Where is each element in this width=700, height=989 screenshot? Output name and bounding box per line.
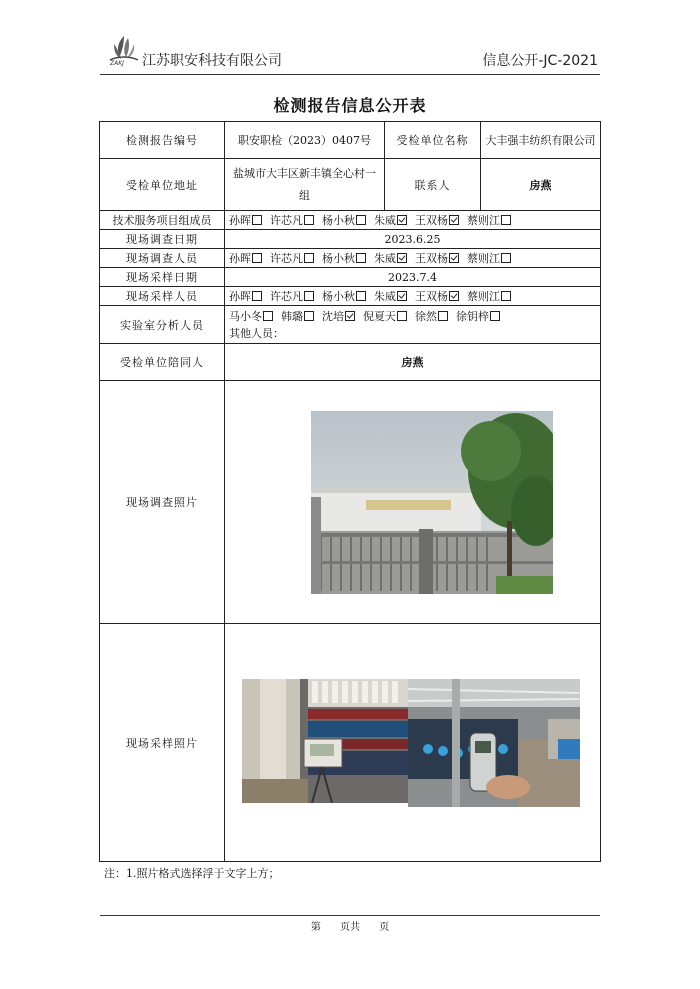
person-name: 沈培 <box>322 309 344 323</box>
table-row <box>100 122 601 159</box>
page-footer <box>0 918 700 933</box>
table-row <box>100 344 601 381</box>
person-item <box>322 310 357 323</box>
person-name: 杨小秋 <box>322 290 355 303</box>
unchecked-checkbox-icon <box>356 215 366 225</box>
contact-value: 房燕 <box>481 159 601 211</box>
person-item <box>415 252 461 265</box>
person-name: 朱威 <box>374 252 396 265</box>
person-item <box>322 214 368 227</box>
person-name: 王双杨 <box>415 252 448 265</box>
person-name: 蔡则江 <box>467 214 500 227</box>
person-item <box>270 252 316 265</box>
person-item <box>374 290 409 303</box>
table-row <box>100 159 601 211</box>
unchecked-checkbox-icon <box>304 311 314 321</box>
samplers-label: 现场采样人员 <box>100 287 225 306</box>
escort-label: 受检单位陪同人 <box>100 344 225 381</box>
lab-list <box>229 308 596 325</box>
person-item <box>415 214 461 227</box>
lab-cell <box>225 306 601 344</box>
footnote: 注：1.照片格式选择浮于文字上方； <box>104 867 280 880</box>
contact-label: 联系人 <box>385 159 481 211</box>
checked-checkbox-icon <box>397 291 407 301</box>
person-name: 马小冬 <box>229 309 262 323</box>
table-row <box>100 268 601 287</box>
person-item <box>229 252 264 265</box>
checked-checkbox-icon <box>449 253 459 263</box>
unchecked-checkbox-icon <box>252 215 262 225</box>
person-item <box>467 290 513 303</box>
sampling-photo-cell <box>225 624 601 862</box>
person-item <box>229 214 264 227</box>
person-item <box>363 310 409 323</box>
person-item <box>281 310 316 323</box>
checked-checkbox-icon <box>345 311 355 321</box>
person-item <box>456 310 502 323</box>
unchecked-checkbox-icon <box>304 215 314 225</box>
unchecked-checkbox-icon <box>501 253 511 263</box>
page-title: 检测报告信息公开表 <box>273 96 427 115</box>
sampling-photo-label: 现场采样照片 <box>100 624 225 862</box>
person-item <box>322 290 368 303</box>
survey-date-label: 现场调查日期 <box>100 230 225 249</box>
report-no-value: 职安职检（2023）0407号 <box>225 122 385 159</box>
person-item <box>415 290 461 303</box>
person-name: 倪夏天 <box>363 309 396 323</box>
lab-label: 实验室分析人员 <box>100 306 225 344</box>
footer-of: 页共 <box>340 922 360 933</box>
unchecked-checkbox-icon <box>304 291 314 301</box>
escort-value: 房燕 <box>225 344 601 381</box>
address-label: 受检单位地址 <box>100 159 225 211</box>
table-row <box>100 306 601 344</box>
info-table <box>99 121 601 862</box>
person-name: 徐然 <box>415 309 437 323</box>
lab-other: 其他人员： <box>229 326 284 340</box>
sampling-photo-2 <box>408 679 580 807</box>
person-item <box>374 252 409 265</box>
unchecked-checkbox-icon <box>397 311 407 321</box>
person-name: 王双杨 <box>415 290 448 303</box>
unchecked-checkbox-icon <box>304 253 314 263</box>
unchecked-checkbox-icon <box>356 253 366 263</box>
checked-checkbox-icon <box>397 253 407 263</box>
person-name: 许芯凡 <box>270 252 303 265</box>
person-item <box>415 310 450 323</box>
client-name-value: 大丰强丰纺织有限公司 <box>481 122 601 159</box>
unchecked-checkbox-icon <box>490 311 500 321</box>
unchecked-checkbox-icon <box>501 215 511 225</box>
person-name: 朱威 <box>374 290 396 303</box>
person-item <box>229 310 275 323</box>
table-row <box>100 287 601 306</box>
client-name-label: 受检单位名称 <box>385 122 481 159</box>
person-item <box>270 290 316 303</box>
table-row <box>100 230 601 249</box>
table-row <box>100 624 601 862</box>
person-item <box>467 214 513 227</box>
person-name: 徐钥梓 <box>456 309 489 323</box>
logo-text: ZAKJ <box>110 60 124 67</box>
footer-pages: 页 <box>379 922 390 933</box>
company-name: 江苏职安科技有限公司 <box>142 53 282 69</box>
address-value: 盐城市大丰区新丰镇全心村一组 <box>225 159 385 211</box>
person-name: 韩璐 <box>281 309 303 323</box>
unchecked-checkbox-icon <box>356 291 366 301</box>
survey-photo-cell <box>225 381 601 624</box>
person-name: 蔡则江 <box>467 252 500 265</box>
document-code: 信息公开-JC-2021 <box>482 53 598 69</box>
unchecked-checkbox-icon <box>438 311 448 321</box>
page-header <box>100 30 600 75</box>
team-label: 技术服务项目组成员 <box>100 211 225 230</box>
person-item <box>229 290 264 303</box>
footer-divider <box>100 915 600 916</box>
survey-date-value: 2023.6.25 <box>225 230 601 249</box>
sampling-photo-1 <box>242 679 408 803</box>
sampling-date-label: 现场采样日期 <box>100 268 225 287</box>
person-item <box>467 252 513 265</box>
person-item <box>374 214 409 227</box>
survey-photo-label: 现场调查照片 <box>100 381 225 624</box>
table-row <box>100 381 601 624</box>
person-name: 孙晖 <box>229 252 251 265</box>
person-name: 杨小秋 <box>322 252 355 265</box>
survey-photo <box>311 411 553 594</box>
unchecked-checkbox-icon <box>252 253 262 263</box>
surveyors-list <box>225 249 601 268</box>
person-name: 杨小秋 <box>322 214 355 227</box>
footer-page: 第 <box>310 922 321 933</box>
checked-checkbox-icon <box>397 215 407 225</box>
person-item <box>322 252 368 265</box>
person-name: 许芯凡 <box>270 214 303 227</box>
person-item <box>270 214 316 227</box>
person-name: 蔡则江 <box>467 290 500 303</box>
samplers-list <box>225 287 601 306</box>
unchecked-checkbox-icon <box>263 311 273 321</box>
report-no-label: 检测报告编号 <box>100 122 225 159</box>
checked-checkbox-icon <box>449 291 459 301</box>
unchecked-checkbox-icon <box>252 291 262 301</box>
team-list <box>225 211 601 230</box>
checked-checkbox-icon <box>449 215 459 225</box>
sampling-date-value: 2023.7.4 <box>225 268 601 287</box>
table-row <box>100 249 601 268</box>
unchecked-checkbox-icon <box>501 291 511 301</box>
table-row <box>100 211 601 230</box>
person-name: 王双杨 <box>415 214 448 227</box>
surveyors-label: 现场调查人员 <box>100 249 225 268</box>
person-name: 孙晖 <box>229 214 251 227</box>
person-name: 许芯凡 <box>270 290 303 303</box>
person-name: 孙晖 <box>229 290 251 303</box>
person-name: 朱威 <box>374 214 396 227</box>
